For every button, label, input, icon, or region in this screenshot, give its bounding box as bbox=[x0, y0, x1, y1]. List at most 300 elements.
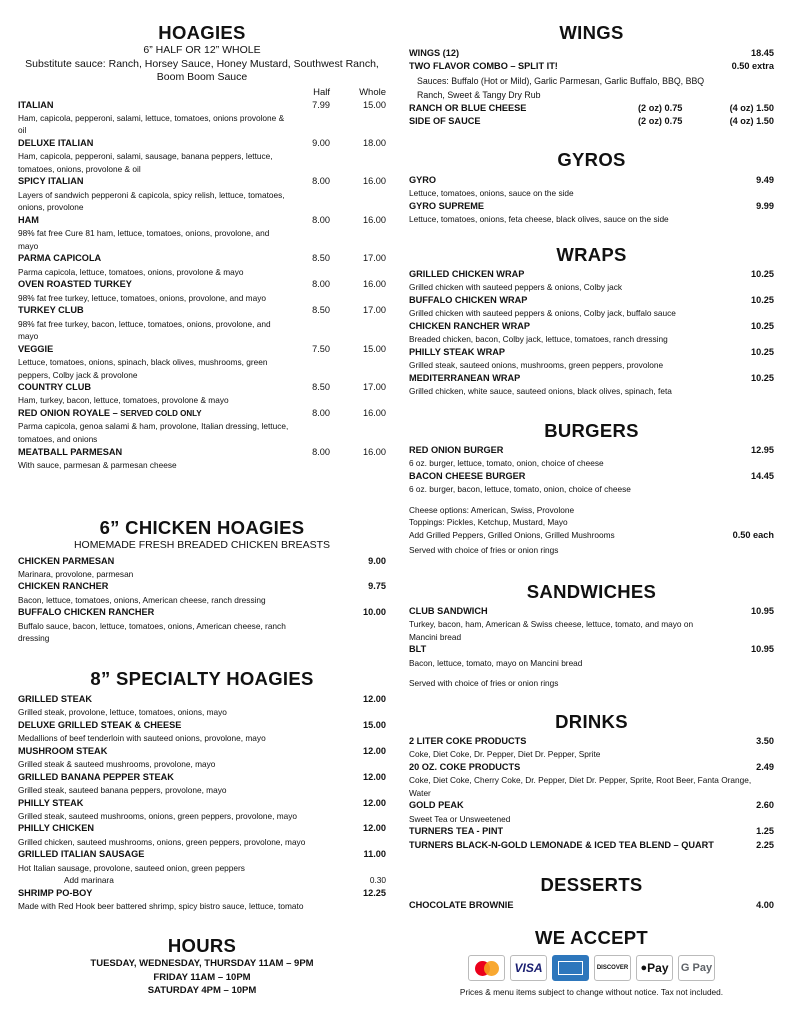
item-name bbox=[409, 320, 751, 333]
menu-item bbox=[18, 797, 386, 823]
menu-item-row bbox=[18, 797, 386, 810]
hours-line: TUESDAY, WEDNESDAY, THURSDAY 11AM – 9PM bbox=[90, 958, 314, 969]
menu-item-row bbox=[18, 848, 386, 861]
disclaimer: Prices & menu items subject to change without notice. Tax not included. bbox=[459, 987, 724, 997]
apple-logo-icon: ● bbox=[640, 962, 648, 974]
menu-item-row bbox=[18, 446, 386, 459]
item-price: 12.95 bbox=[751, 445, 774, 455]
item-description: Grilled chicken with sauteed peppers & onions, Colby jack bbox=[409, 282, 623, 293]
wraps-list bbox=[409, 268, 774, 397]
menu-item bbox=[409, 102, 774, 115]
item-name bbox=[18, 822, 363, 835]
item-name bbox=[409, 346, 751, 359]
menu-item bbox=[409, 761, 774, 799]
item-price: 10.25 bbox=[751, 346, 774, 357]
item-description: Lettuce, tomatoes, onions, spinach, black olives, mushrooms, green peppers, Colby jack & provolone bbox=[18, 357, 268, 380]
menu-item bbox=[18, 446, 386, 472]
item-name bbox=[18, 381, 290, 394]
item-name-text: GOLD PEAK bbox=[409, 800, 464, 811]
item-name-text: GRILLED ITALIAN SAUSAGE bbox=[18, 849, 145, 860]
item-name-text: CHICKEN RANCHER WRAP bbox=[409, 320, 530, 331]
menu-item bbox=[18, 606, 386, 644]
item-name bbox=[18, 137, 290, 150]
menu-item bbox=[18, 822, 386, 848]
menu-item-row bbox=[409, 174, 774, 187]
menu-item bbox=[409, 735, 774, 761]
half-price: 8.00 bbox=[312, 214, 330, 225]
menu-item-row bbox=[18, 580, 386, 593]
menu-item bbox=[18, 343, 386, 381]
menu-item bbox=[409, 60, 774, 73]
half-header: Half bbox=[313, 86, 330, 98]
item-name: SIDE OF SAUCE bbox=[409, 115, 481, 126]
item-name bbox=[18, 252, 290, 265]
menu-item-row bbox=[18, 719, 386, 732]
menu-item bbox=[18, 693, 386, 719]
item-description: Grilled chicken with sauteed peppers & onions, Colby jack, buffalo sauce bbox=[409, 308, 676, 319]
item-description: Buffalo sauce, bacon, lettuce, tomatoes, onions, American cheese, ranch dressing bbox=[18, 620, 286, 644]
hoagies-subtitle: 6” HALF OR 12” WHOLE bbox=[143, 44, 261, 56]
item-price: 4.00 bbox=[756, 900, 774, 910]
item-price: 1.25 bbox=[756, 826, 774, 837]
menu-item-row bbox=[18, 887, 386, 900]
visa-icon: VISA bbox=[510, 955, 547, 981]
item-name-text: GRILLED BANANA PEPPER STEAK bbox=[18, 771, 174, 782]
menu-item-row bbox=[409, 643, 774, 656]
item-name: WINGS (12) bbox=[409, 48, 460, 58]
section-title: HOURS bbox=[167, 935, 237, 956]
item-price: 2.60 bbox=[756, 800, 774, 811]
menu-item bbox=[409, 825, 774, 838]
item-description: With sauce, parmesan & parmesan cheese bbox=[18, 459, 177, 470]
item-name bbox=[409, 643, 751, 656]
menu-item bbox=[409, 899, 774, 912]
item-name-text: DELUXE ITALIAN bbox=[18, 137, 94, 148]
item-name-text: HAM bbox=[18, 214, 39, 225]
item-name bbox=[409, 444, 751, 457]
half-price: 8.50 bbox=[312, 305, 330, 316]
item-price: 12.00 bbox=[363, 694, 386, 704]
item-name-text: ITALIAN bbox=[18, 99, 54, 110]
item-name-text: TURKEY CLUB bbox=[18, 305, 84, 316]
section-title: WRAPS bbox=[556, 244, 627, 265]
item-description: Breaded chicken, bacon, Colby jack, lettuce, tomatoes, ranch dressing bbox=[409, 334, 668, 345]
item-name bbox=[18, 278, 290, 291]
menu-item bbox=[409, 47, 774, 60]
menu-item bbox=[18, 887, 386, 913]
menu-item bbox=[18, 771, 386, 797]
item-price: 10.95 bbox=[751, 606, 774, 616]
item-description: Hot Italian sausage, provolone, sauteed onion, green peppers bbox=[18, 862, 245, 873]
section-title: DRINKS bbox=[555, 711, 628, 732]
item-name bbox=[18, 887, 363, 900]
item-description: Layers of sandwich pepperoni & capicola, spicy relish, lettuce, tomatoes, onions, provolone bbox=[18, 189, 285, 213]
item-price-2oz: (2 oz) 0.75 bbox=[638, 102, 683, 113]
gyros-section bbox=[409, 149, 774, 226]
item-name bbox=[18, 214, 290, 227]
item-price: 15.00 bbox=[363, 719, 386, 730]
menu-item bbox=[409, 470, 774, 496]
item-name: CHOCOLATE BROWNIE bbox=[409, 900, 514, 910]
whole-price: 16.00 bbox=[363, 446, 386, 457]
item-price: 10.25 bbox=[751, 320, 774, 331]
menu-item bbox=[409, 605, 774, 643]
item-name-text: PHILLY STEAK bbox=[18, 797, 84, 808]
whole-price: 15.00 bbox=[363, 99, 386, 110]
menu-item bbox=[409, 115, 774, 128]
whole-price: 17.00 bbox=[363, 305, 386, 316]
item-description: Bacon, lettuce, tomato, mayo on Mancini bread bbox=[409, 657, 583, 668]
specialty-hoagies-section bbox=[18, 668, 386, 913]
item-name-text: CHICKEN RANCHER bbox=[18, 581, 109, 592]
item-name bbox=[18, 719, 363, 732]
add-ons-price: 0.50 each bbox=[732, 529, 774, 540]
item-price: 3.50 bbox=[756, 736, 774, 746]
item-price: 9.00 bbox=[368, 555, 386, 566]
chicken-subtitle: HOMEMADE FRESH BREADED CHICKEN BREASTS bbox=[73, 539, 331, 551]
item-name-text: 20 OZ. COKE PRODUCTS bbox=[409, 761, 521, 772]
menu-item-row bbox=[18, 693, 386, 706]
menu-item bbox=[409, 799, 774, 825]
item-price: 10.25 bbox=[751, 372, 774, 383]
menu-item bbox=[18, 214, 386, 252]
menu-item-row bbox=[18, 822, 386, 835]
item-name bbox=[18, 304, 290, 317]
menu-item bbox=[409, 372, 774, 398]
menu-item-row bbox=[409, 320, 774, 333]
item-price: 11.00 bbox=[363, 849, 386, 860]
menu-item bbox=[18, 278, 386, 304]
item-name bbox=[409, 605, 751, 618]
item-price: 2.49 bbox=[756, 761, 774, 772]
menu-item-row bbox=[409, 200, 774, 213]
item-name-text: DELUXE GRILLED STEAK & CHEESE bbox=[18, 719, 182, 730]
item-name bbox=[18, 99, 290, 112]
item-description: Grilled steak, sauteed onions, mushrooms, green peppers, provolone bbox=[409, 359, 664, 370]
item-description: Coke, Diet Coke, Cherry Coke, Dr. Pepper, Diet Dr. Pepper, Sprite, Root Beer, Fanta Orange, Water bbox=[409, 775, 752, 798]
item-name-text: GYRO SUPREME bbox=[409, 200, 485, 211]
half-price: 8.50 bbox=[312, 253, 330, 264]
desserts-section bbox=[409, 874, 774, 912]
hoagies-section bbox=[18, 22, 386, 471]
item-description: Ham, capicola, pepperoni, salami, sausage, banana peppers, lettuce, tomatoes, onions, provolone & oil bbox=[18, 151, 273, 174]
item-price: 10.95 bbox=[751, 644, 774, 655]
item-name-text: RED ONION ROYALE – bbox=[18, 408, 121, 419]
menu-item-row bbox=[18, 343, 386, 356]
whole-price: 18.00 bbox=[363, 137, 386, 148]
item-name bbox=[409, 268, 751, 281]
item-price: 14.45 bbox=[751, 470, 774, 481]
item-price: 12.00 bbox=[363, 823, 386, 834]
item-price: 9.99 bbox=[756, 200, 774, 211]
menu-item-row bbox=[18, 745, 386, 758]
menu-item bbox=[409, 268, 774, 294]
menu-item-row bbox=[18, 555, 386, 568]
item-name bbox=[18, 343, 290, 356]
menu-item bbox=[18, 99, 386, 137]
item-description: Parma capicola, lettuce, tomatoes, onions, provolone & mayo bbox=[18, 266, 244, 277]
menu-item-row bbox=[409, 605, 774, 618]
item-description: Grilled steak, sauteed banana peppers, provolone, mayo bbox=[18, 784, 227, 795]
menu-item-row bbox=[409, 346, 774, 359]
item-name-text: BLT bbox=[409, 644, 427, 655]
half-price: 8.00 bbox=[312, 279, 330, 290]
whole-price: 16.00 bbox=[363, 176, 386, 187]
item-description: Grilled chicken, sauteed mushrooms, onions, green peppers, provolone, mayo bbox=[18, 836, 306, 847]
item-description: Lettuce, tomatoes, onions, feta cheese, black olives, sauce on the side bbox=[409, 214, 669, 225]
half-price: 8.00 bbox=[312, 446, 330, 457]
menu-item-row bbox=[18, 99, 386, 112]
menu-item bbox=[409, 346, 774, 372]
item-name bbox=[18, 175, 290, 188]
sandwiches-list bbox=[409, 605, 774, 669]
whole-price: 15.00 bbox=[363, 343, 386, 354]
menu-item-row bbox=[18, 137, 386, 150]
item-name bbox=[409, 839, 756, 852]
menu-item bbox=[409, 174, 774, 200]
item-name bbox=[409, 735, 756, 748]
item-name-note: SERVED COLD ONLY bbox=[120, 409, 202, 419]
item-name bbox=[409, 372, 751, 385]
menu-item-row bbox=[409, 444, 774, 457]
discover-icon: DISCOVER bbox=[594, 955, 631, 981]
item-description: Bacon, lettuce, tomatoes, onions, American cheese, ranch dressing bbox=[18, 594, 266, 605]
item-name bbox=[18, 797, 363, 810]
menu-item bbox=[18, 555, 386, 581]
menu-item bbox=[409, 200, 774, 226]
item-name: RANCH OR BLUE CHEESE bbox=[409, 102, 527, 113]
item-name-text: MUSHROOM STEAK bbox=[18, 745, 108, 756]
item-description: 98% fat free turkey, bacon, lettuce, tomatoes, onions, provolone, and mayo bbox=[18, 318, 271, 342]
section-title: WE ACCEPT bbox=[534, 927, 648, 948]
served-with-note: Served with choice of fries or onion rings bbox=[409, 678, 559, 689]
payment-section bbox=[409, 927, 774, 997]
menu-item bbox=[18, 304, 386, 342]
item-name-text: PARMA CAPICOLA bbox=[18, 253, 102, 264]
item-name bbox=[409, 174, 756, 187]
add-ons bbox=[409, 529, 774, 542]
item-description: 6 oz. burger, lettuce, tomato, onion, choice of cheese bbox=[409, 458, 604, 469]
menu-item bbox=[409, 643, 774, 669]
wraps-section bbox=[409, 244, 774, 397]
sauces-list: Sauces: Buffalo (Hot or Mild), Garlic Parmesan, Garlic Buffalo, BBQ, BBQ Ranch, Sweet & Tangy Dry Rub bbox=[417, 75, 705, 100]
hours-section bbox=[18, 935, 386, 998]
menu-item bbox=[409, 320, 774, 346]
item-name: TWO FLAVOR COMBO – SPLIT IT! bbox=[409, 61, 558, 72]
item-name bbox=[409, 799, 756, 812]
menu-item-row bbox=[409, 761, 774, 774]
item-description: Marinara, provolone, parmesan bbox=[18, 568, 134, 579]
cheese-options: Cheese options: American, Swiss, Provolone bbox=[409, 504, 575, 515]
item-description: 6 oz. burger, bacon, lettuce, tomato, onion, choice of cheese bbox=[409, 484, 631, 495]
drinks-section bbox=[409, 711, 774, 852]
item-name bbox=[409, 825, 756, 838]
item-name bbox=[18, 606, 363, 619]
half-price: 7.99 bbox=[312, 99, 330, 110]
menu-item-row bbox=[409, 799, 774, 812]
item-price: 10.25 bbox=[751, 269, 774, 279]
hoagie-list bbox=[18, 99, 386, 472]
add-marinara-label: Add marinara bbox=[64, 875, 114, 886]
item-name-text: RED ONION BURGER bbox=[409, 445, 504, 455]
hours-line: FRIDAY 11AM – 10PM bbox=[153, 971, 251, 983]
chicken-hoagies-section bbox=[18, 517, 386, 645]
menu-item bbox=[18, 175, 386, 213]
menu-item bbox=[18, 137, 386, 175]
item-name bbox=[409, 294, 751, 307]
add-marinara-row bbox=[18, 874, 386, 887]
section-title: GYROS bbox=[557, 149, 626, 170]
menu-item bbox=[18, 252, 386, 278]
price-column-header bbox=[18, 86, 386, 99]
item-description: Made with Red Hook beer battered shrimp, spicy bistro sauce, lettuce, tomato bbox=[18, 901, 304, 912]
whole-price: 16.00 bbox=[363, 279, 386, 290]
item-name-text: CHICKEN PARMESAN bbox=[18, 555, 115, 566]
menu-item-row bbox=[18, 214, 386, 227]
menu-item-row bbox=[18, 407, 386, 420]
topping-options: Toppings: Pickles, Ketchup, Mustard, Mayo bbox=[409, 517, 568, 528]
wings-section bbox=[409, 22, 774, 128]
sandwiches-section bbox=[409, 581, 774, 690]
section-title: HOAGIES bbox=[158, 22, 246, 43]
menu-item bbox=[18, 745, 386, 771]
item-name-text: GYRO bbox=[409, 175, 437, 185]
menu-item-row bbox=[409, 839, 774, 852]
half-price: 8.00 bbox=[312, 176, 330, 187]
whole-price: 17.00 bbox=[363, 382, 386, 393]
burgers-section bbox=[409, 420, 774, 557]
add-marinara-price: 0.30 bbox=[369, 875, 386, 886]
item-price: 2.25 bbox=[756, 839, 774, 850]
section-title: 6” CHICKEN HOAGIES bbox=[99, 517, 305, 538]
menu-item-row bbox=[409, 735, 774, 748]
item-name bbox=[18, 745, 363, 758]
item-price-4oz: (4 oz) 1.50 bbox=[729, 102, 774, 113]
item-name bbox=[18, 693, 363, 706]
add-ons-text: Add Grilled Peppers, Grilled Onions, Grilled Mushrooms bbox=[409, 529, 615, 540]
menu-item bbox=[409, 839, 774, 852]
menu-item bbox=[18, 719, 386, 745]
item-price-2oz: (2 oz) 0.75 bbox=[638, 115, 683, 126]
item-description: Sweet Tea or Unsweetened bbox=[409, 813, 511, 824]
item-name bbox=[409, 200, 756, 213]
item-price: 10.25 bbox=[751, 294, 774, 305]
item-price: 12.00 bbox=[363, 771, 386, 782]
item-name-text: TURNERS BLACK-N-GOLD LEMONADE & ICED TEA BLEND – QUART bbox=[409, 839, 714, 850]
menu-item-row bbox=[18, 304, 386, 317]
menu-item bbox=[18, 580, 386, 606]
item-price: 12.25 bbox=[363, 887, 386, 898]
item-description: Parma capicola, genoa salami & ham, provolone, Italian dressing, lettuce, tomatoes, and onions bbox=[18, 421, 289, 444]
substitute-sauce-note: Substitute sauce: Ranch, Horsey Sauce, Honey Mustard, Southwest Ranch, Boom Boom Sauce bbox=[25, 57, 379, 83]
menu-item-row bbox=[18, 278, 386, 291]
menu-item-row bbox=[409, 268, 774, 281]
apple-pay-label: Pay bbox=[647, 961, 669, 975]
item-description: 98% fat free turkey, lettuce, tomatoes, onions, provolone, and mayo bbox=[18, 292, 266, 303]
apple-pay-icon bbox=[636, 955, 673, 981]
item-name-text: CLUB SANDWICH bbox=[409, 606, 488, 616]
item-name-text: PHILLY CHICKEN bbox=[18, 823, 95, 834]
item-description: Ham, capicola, pepperoni, salami, lettuce, tomatoes, onions provolone & oil bbox=[18, 112, 285, 136]
item-name-text: MEATBALL PARMESAN bbox=[18, 446, 123, 457]
item-name bbox=[18, 555, 368, 568]
item-description: Grilled steak & sauteed mushrooms, provolone, mayo bbox=[18, 759, 216, 770]
whole-price: 16.00 bbox=[363, 214, 386, 225]
specialty-list bbox=[18, 693, 386, 913]
item-price: 9.75 bbox=[368, 581, 386, 592]
item-description: Grilled steak, sauteed mushrooms, onions, green peppers, provolone, mayo bbox=[18, 810, 298, 821]
half-price: 9.00 bbox=[312, 137, 330, 148]
menu-item-row bbox=[409, 294, 774, 307]
item-price: 12.00 bbox=[363, 797, 386, 808]
half-price: 8.00 bbox=[312, 408, 330, 419]
item-name-text: GRILLED CHICKEN WRAP bbox=[409, 269, 525, 279]
item-name-text: SPICY ITALIAN bbox=[18, 176, 84, 187]
section-title: BURGERS bbox=[544, 420, 639, 441]
item-description: Coke, Diet Coke, Dr. Pepper, Diet Dr. Pepper, Sprite bbox=[409, 749, 601, 760]
menu-item bbox=[409, 444, 774, 470]
menu-item-row bbox=[18, 606, 386, 619]
item-price: 12.00 bbox=[363, 745, 386, 756]
served-with-note: Served with choice of fries or onion rings bbox=[409, 545, 559, 556]
item-name-text: OVEN ROASTED TURKEY bbox=[18, 279, 132, 290]
item-description: Lettuce, tomatoes, onions, sauce on the side bbox=[409, 188, 574, 199]
item-name-text: BUFFALO CHICKEN WRAP bbox=[409, 294, 528, 305]
item-name bbox=[409, 761, 756, 774]
item-price-4oz: (4 oz) 1.50 bbox=[729, 115, 774, 126]
item-description: Ham, turkey, bacon, lettuce, tomatoes, provolone & mayo bbox=[18, 395, 229, 406]
item-name bbox=[18, 446, 290, 459]
menu-item bbox=[18, 381, 386, 407]
item-name-text: SHRIMP PO-BOY bbox=[18, 887, 93, 898]
section-title: DESSERTS bbox=[540, 874, 643, 895]
whole-price: 16.00 bbox=[363, 408, 386, 419]
burgers-list bbox=[409, 444, 774, 496]
menu-item-row bbox=[18, 252, 386, 265]
item-name bbox=[18, 848, 364, 861]
item-name-text: BACON CHEESE BURGER bbox=[409, 470, 526, 481]
whole-header: Whole bbox=[359, 86, 386, 98]
half-price: 8.50 bbox=[312, 382, 330, 393]
menu-item-row bbox=[18, 175, 386, 188]
drinks-list bbox=[409, 735, 774, 852]
item-name-text: TURNERS TEA - PINT bbox=[409, 826, 504, 837]
item-description: Turkey, bacon, ham, American & Swiss cheese, lettuce, tomato, and mayo on Mancini bread bbox=[409, 619, 694, 642]
item-name bbox=[409, 470, 751, 483]
gyros-list bbox=[409, 174, 774, 226]
item-description: Grilled steak, provolone, lettuce, tomatoes, onions, mayo bbox=[18, 707, 227, 718]
half-price: 7.50 bbox=[312, 343, 330, 354]
item-name bbox=[18, 771, 363, 784]
item-price: 10.00 bbox=[363, 607, 386, 618]
chicken-list bbox=[18, 555, 386, 645]
item-description: Grilled chicken, white sauce, sauteed onions, black olives, spinach, feta bbox=[409, 385, 672, 396]
item-name-text: MEDITERRANEAN WRAP bbox=[409, 372, 521, 383]
item-name-text: 2 LITER COKE PRODUCTS bbox=[409, 736, 527, 746]
item-price: 9.49 bbox=[756, 175, 774, 185]
section-title: SANDWICHES bbox=[526, 581, 657, 602]
item-description: 98% fat free Cure 81 ham, lettuce, tomatoes, onions, provolone, and mayo bbox=[18, 228, 270, 251]
menu-item-row bbox=[18, 771, 386, 784]
item-price: 18.45 bbox=[751, 48, 774, 58]
hours-line: SATURDAY 4PM – 10PM bbox=[147, 985, 257, 996]
menu-item-row bbox=[409, 470, 774, 483]
item-name-text: VEGGIE bbox=[18, 343, 54, 354]
menu-item bbox=[409, 294, 774, 320]
whole-price: 17.00 bbox=[363, 253, 386, 264]
menu-item bbox=[18, 848, 386, 874]
amex-icon bbox=[552, 955, 589, 981]
